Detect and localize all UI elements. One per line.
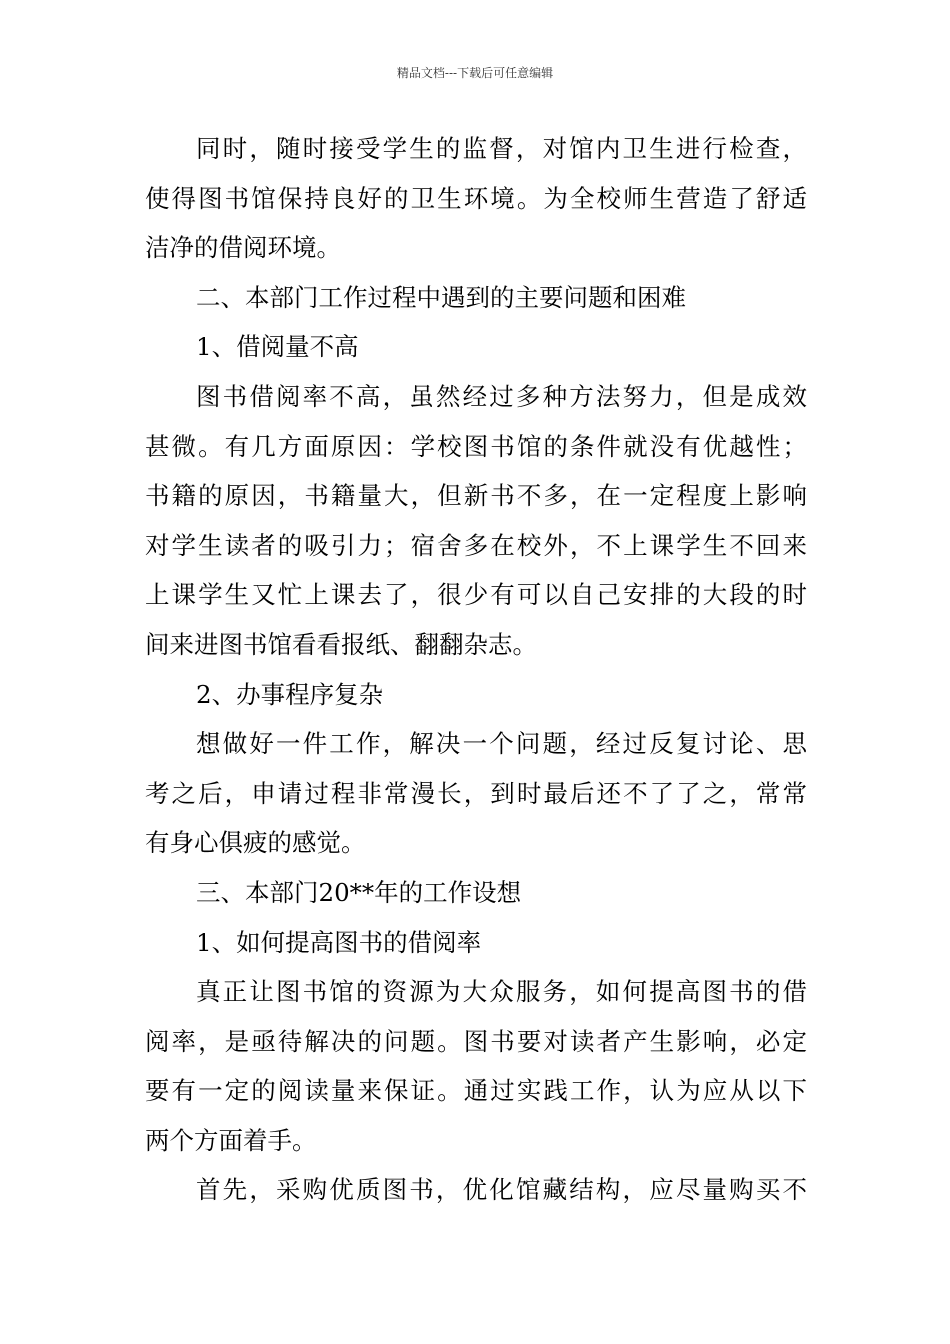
paragraph-line: 甚微。有几方面原因：学校图书馆的条件就没有优越性； (145, 431, 807, 461)
paragraph-line: 对学生读者的吸引力；宿舍多在校外，不上课学生不回来 (145, 530, 807, 560)
paragraph-improve-borrowing (145, 967, 807, 1165)
paragraph-line: 阅率，是亟待解决的问题。图书要对读者产生影响，必定 (145, 1026, 807, 1056)
section-heading-plans (145, 868, 807, 918)
paragraph-line: 考之后，申请过程非常漫长，到时最后还不了了之，常常 (145, 778, 807, 808)
paragraph-line: 首先，采购优质图书，优化馆藏结构，应尽量购买不 (196, 1175, 807, 1205)
heading-line: 三、本部门20**年的工作设想 (196, 877, 522, 907)
paragraph-line: 图书借阅率不高，虽然经过多种方法努力，但是成效 (196, 381, 807, 411)
heading-line: 1、如何提高图书的借阅率 (196, 927, 482, 957)
paragraph-complex-procedure (145, 719, 807, 868)
paragraph-line: 真正让图书馆的资源为大众服务，如何提高图书的借 (196, 977, 807, 1007)
heading-line: 2、办事程序复杂 (196, 679, 384, 709)
paragraph-line: 间来进图书馆看看报纸、翻翻杂志。 (145, 629, 537, 659)
subheading-low-borrowing (145, 322, 807, 372)
paragraph-first-purchase (145, 1165, 807, 1215)
subheading-improve-borrowing (145, 918, 807, 968)
heading-line: 二、本部门工作过程中遇到的主要问题和困难 (196, 282, 686, 312)
heading-line: 1、借阅量不高 (196, 332, 359, 362)
section-heading-problems (145, 273, 807, 323)
paragraph-low-borrowing (145, 372, 807, 670)
document-body (145, 124, 807, 1215)
paragraph-line: 使得图书馆保持良好的卫生环境。为全校师生营造了舒适 (145, 183, 807, 213)
paragraph-line: 想做好一件工作，解决一个问题，经过反复讨论、思 (196, 729, 807, 759)
paragraph-line: 上课学生又忙上课去了，很少有可以自己安排的大段的时 (145, 580, 807, 610)
subheading-complex-procedure (145, 670, 807, 720)
paragraph-line: 同时，随时接受学生的监督，对馆内卫生进行检查， (196, 134, 807, 163)
paragraph-line: 两个方面着手。 (145, 1125, 317, 1155)
paragraph-line: 洁净的借阅环境。 (145, 233, 341, 263)
paragraph-line: 有身心俱疲的感觉。 (145, 828, 366, 858)
paragraph-hygiene (145, 124, 807, 273)
paragraph-line: 书籍的原因，书籍量大，但新书不多，在一定程度上影响 (145, 481, 807, 511)
page-header: 精品文档---下载后可任意编辑 (396, 66, 554, 80)
paragraph-line: 要有一定的阅读量来保证。通过实践工作，认为应从以下 (145, 1076, 807, 1106)
